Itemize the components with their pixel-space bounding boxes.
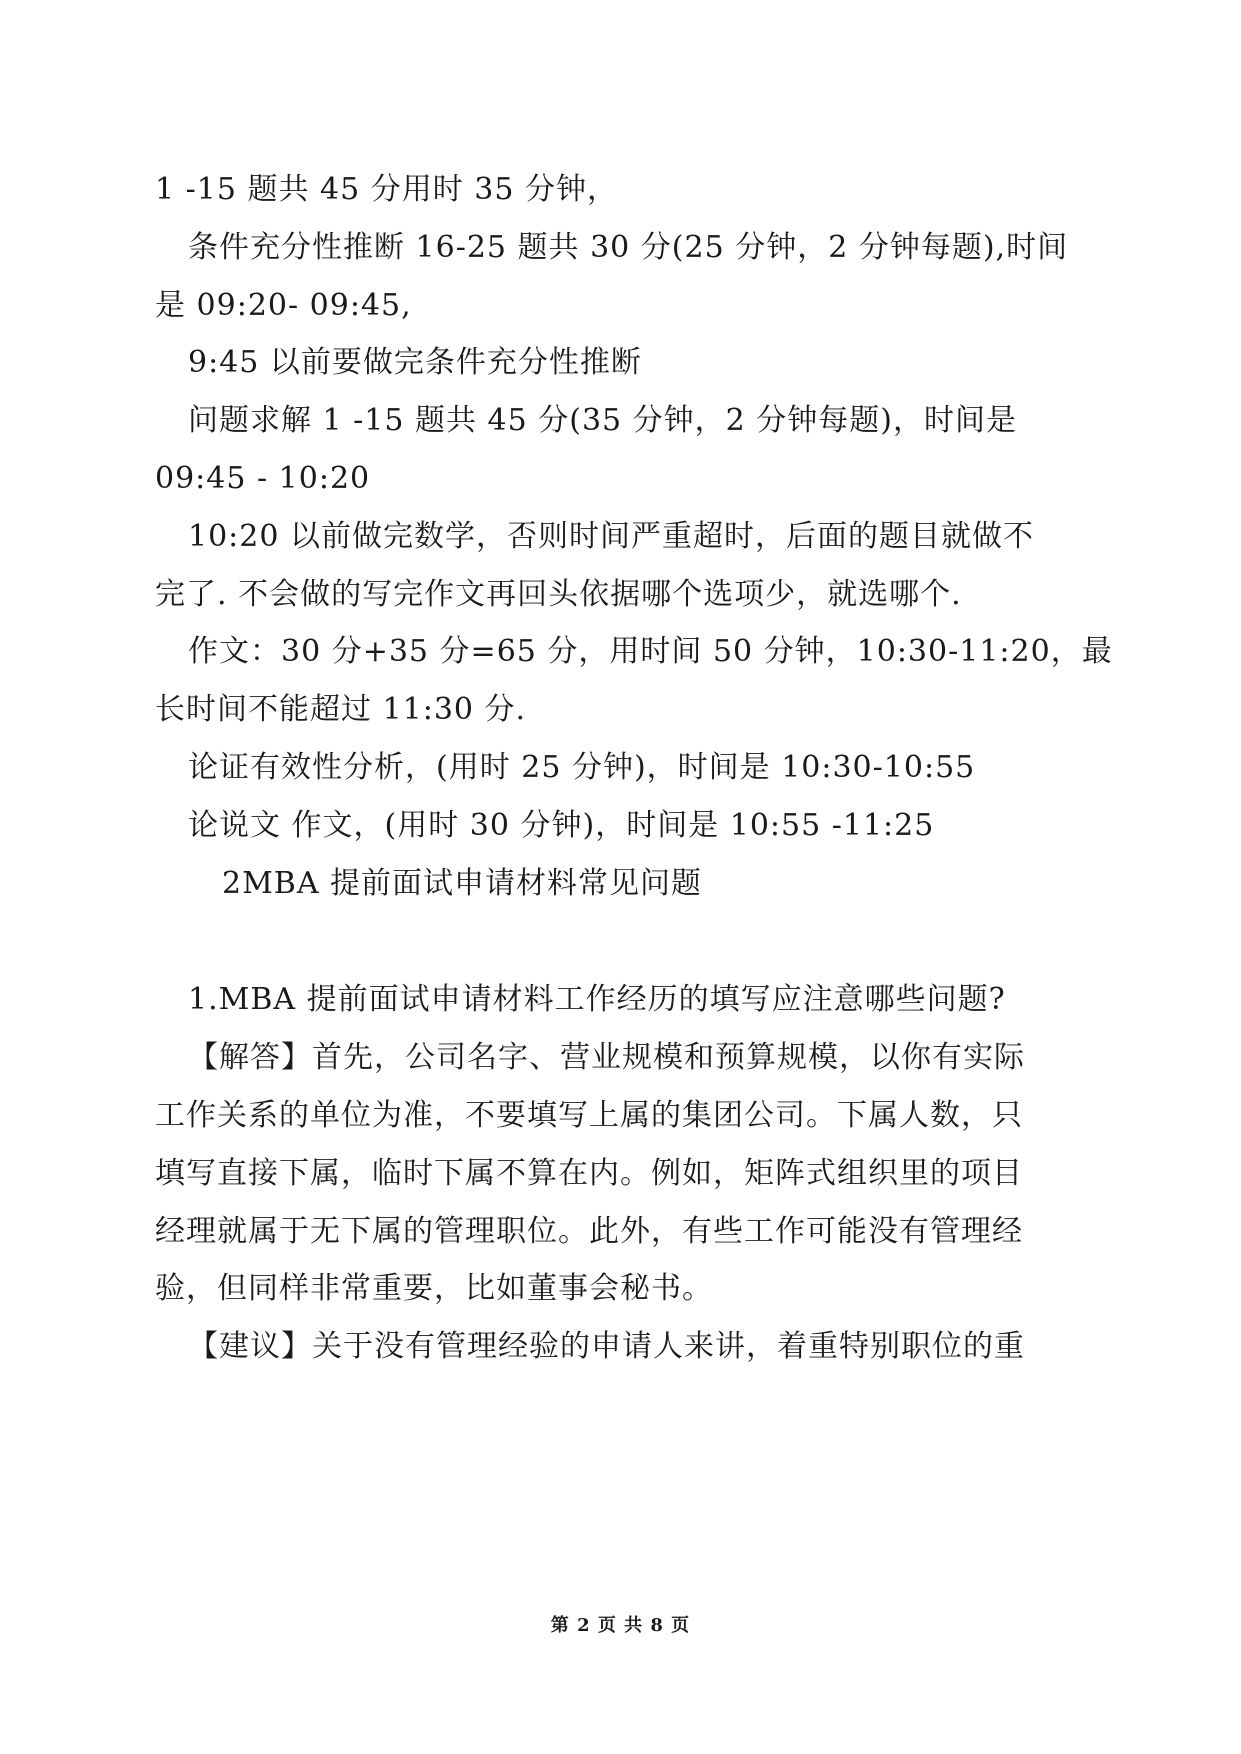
- text-line: 【建议】关于没有管理经验的申请人来讲，着重特别职位的重: [188, 1329, 1025, 1364]
- text-line: 是 09:20- 09:45,: [155, 288, 412, 323]
- text-line: 论证有效性分析，(用时 25 分钟)，时间是 10:30-10:55: [188, 750, 976, 785]
- question-heading: 1.MBA 提前面试申请材料工作经历的填写应注意哪些问题?: [188, 982, 1006, 1017]
- text-line: 10:20 以前做完数学，否则时间严重超时，后面的题目就做不: [188, 519, 1034, 554]
- text-line: 作文：30 分+35 分=65 分，用时间 50 分钟，10:30-11:20，最: [188, 634, 1113, 669]
- text-line: 条件充分性推断 16-25 题共 30 分(25 分钟，2 分钟每题),时间: [188, 230, 1069, 265]
- text-line: 填写直接下属，临时下属不算在内。例如，矩阵式组织里的项目: [155, 1156, 1023, 1191]
- text-line: 09:45 - 10:20: [155, 461, 371, 496]
- text-line: 9:45 以前要做完条件充分性推断: [188, 345, 642, 380]
- text-line: 论说文 作文，(用时 30 分钟)，时间是 10:55 -11:25: [188, 808, 935, 843]
- text-line: 经理就属于无下属的管理职位。此外，有些工作可能没有管理经: [155, 1214, 1023, 1249]
- text-line: 【解答】首先，公司名字、营业规模和预算规模，以你有实际: [188, 1040, 1025, 1075]
- text-line: 验，但同样非常重要，比如董事会秘书。: [155, 1271, 713, 1306]
- page-number-footer: 第 2 页 共 8 页: [550, 1615, 691, 1636]
- text-line: 问题求解 1 -15 题共 45 分(35 分钟，2 分钟每题)，时间是: [188, 403, 1017, 438]
- text-line: 工作关系的单位为准，不要填写上属的集团公司。下属人数，只: [155, 1098, 1023, 1133]
- text-line: 完了. 不会做的写完作文再回头依据哪个选项少，就选哪个.: [155, 577, 962, 612]
- text-line: 长时间不能超过 11:30 分.: [155, 692, 527, 727]
- section-heading: 2MBA 提前面试申请材料常见问题: [222, 866, 703, 901]
- text-line: 1 -15 题共 45 分用时 35 分钟，: [155, 172, 618, 207]
